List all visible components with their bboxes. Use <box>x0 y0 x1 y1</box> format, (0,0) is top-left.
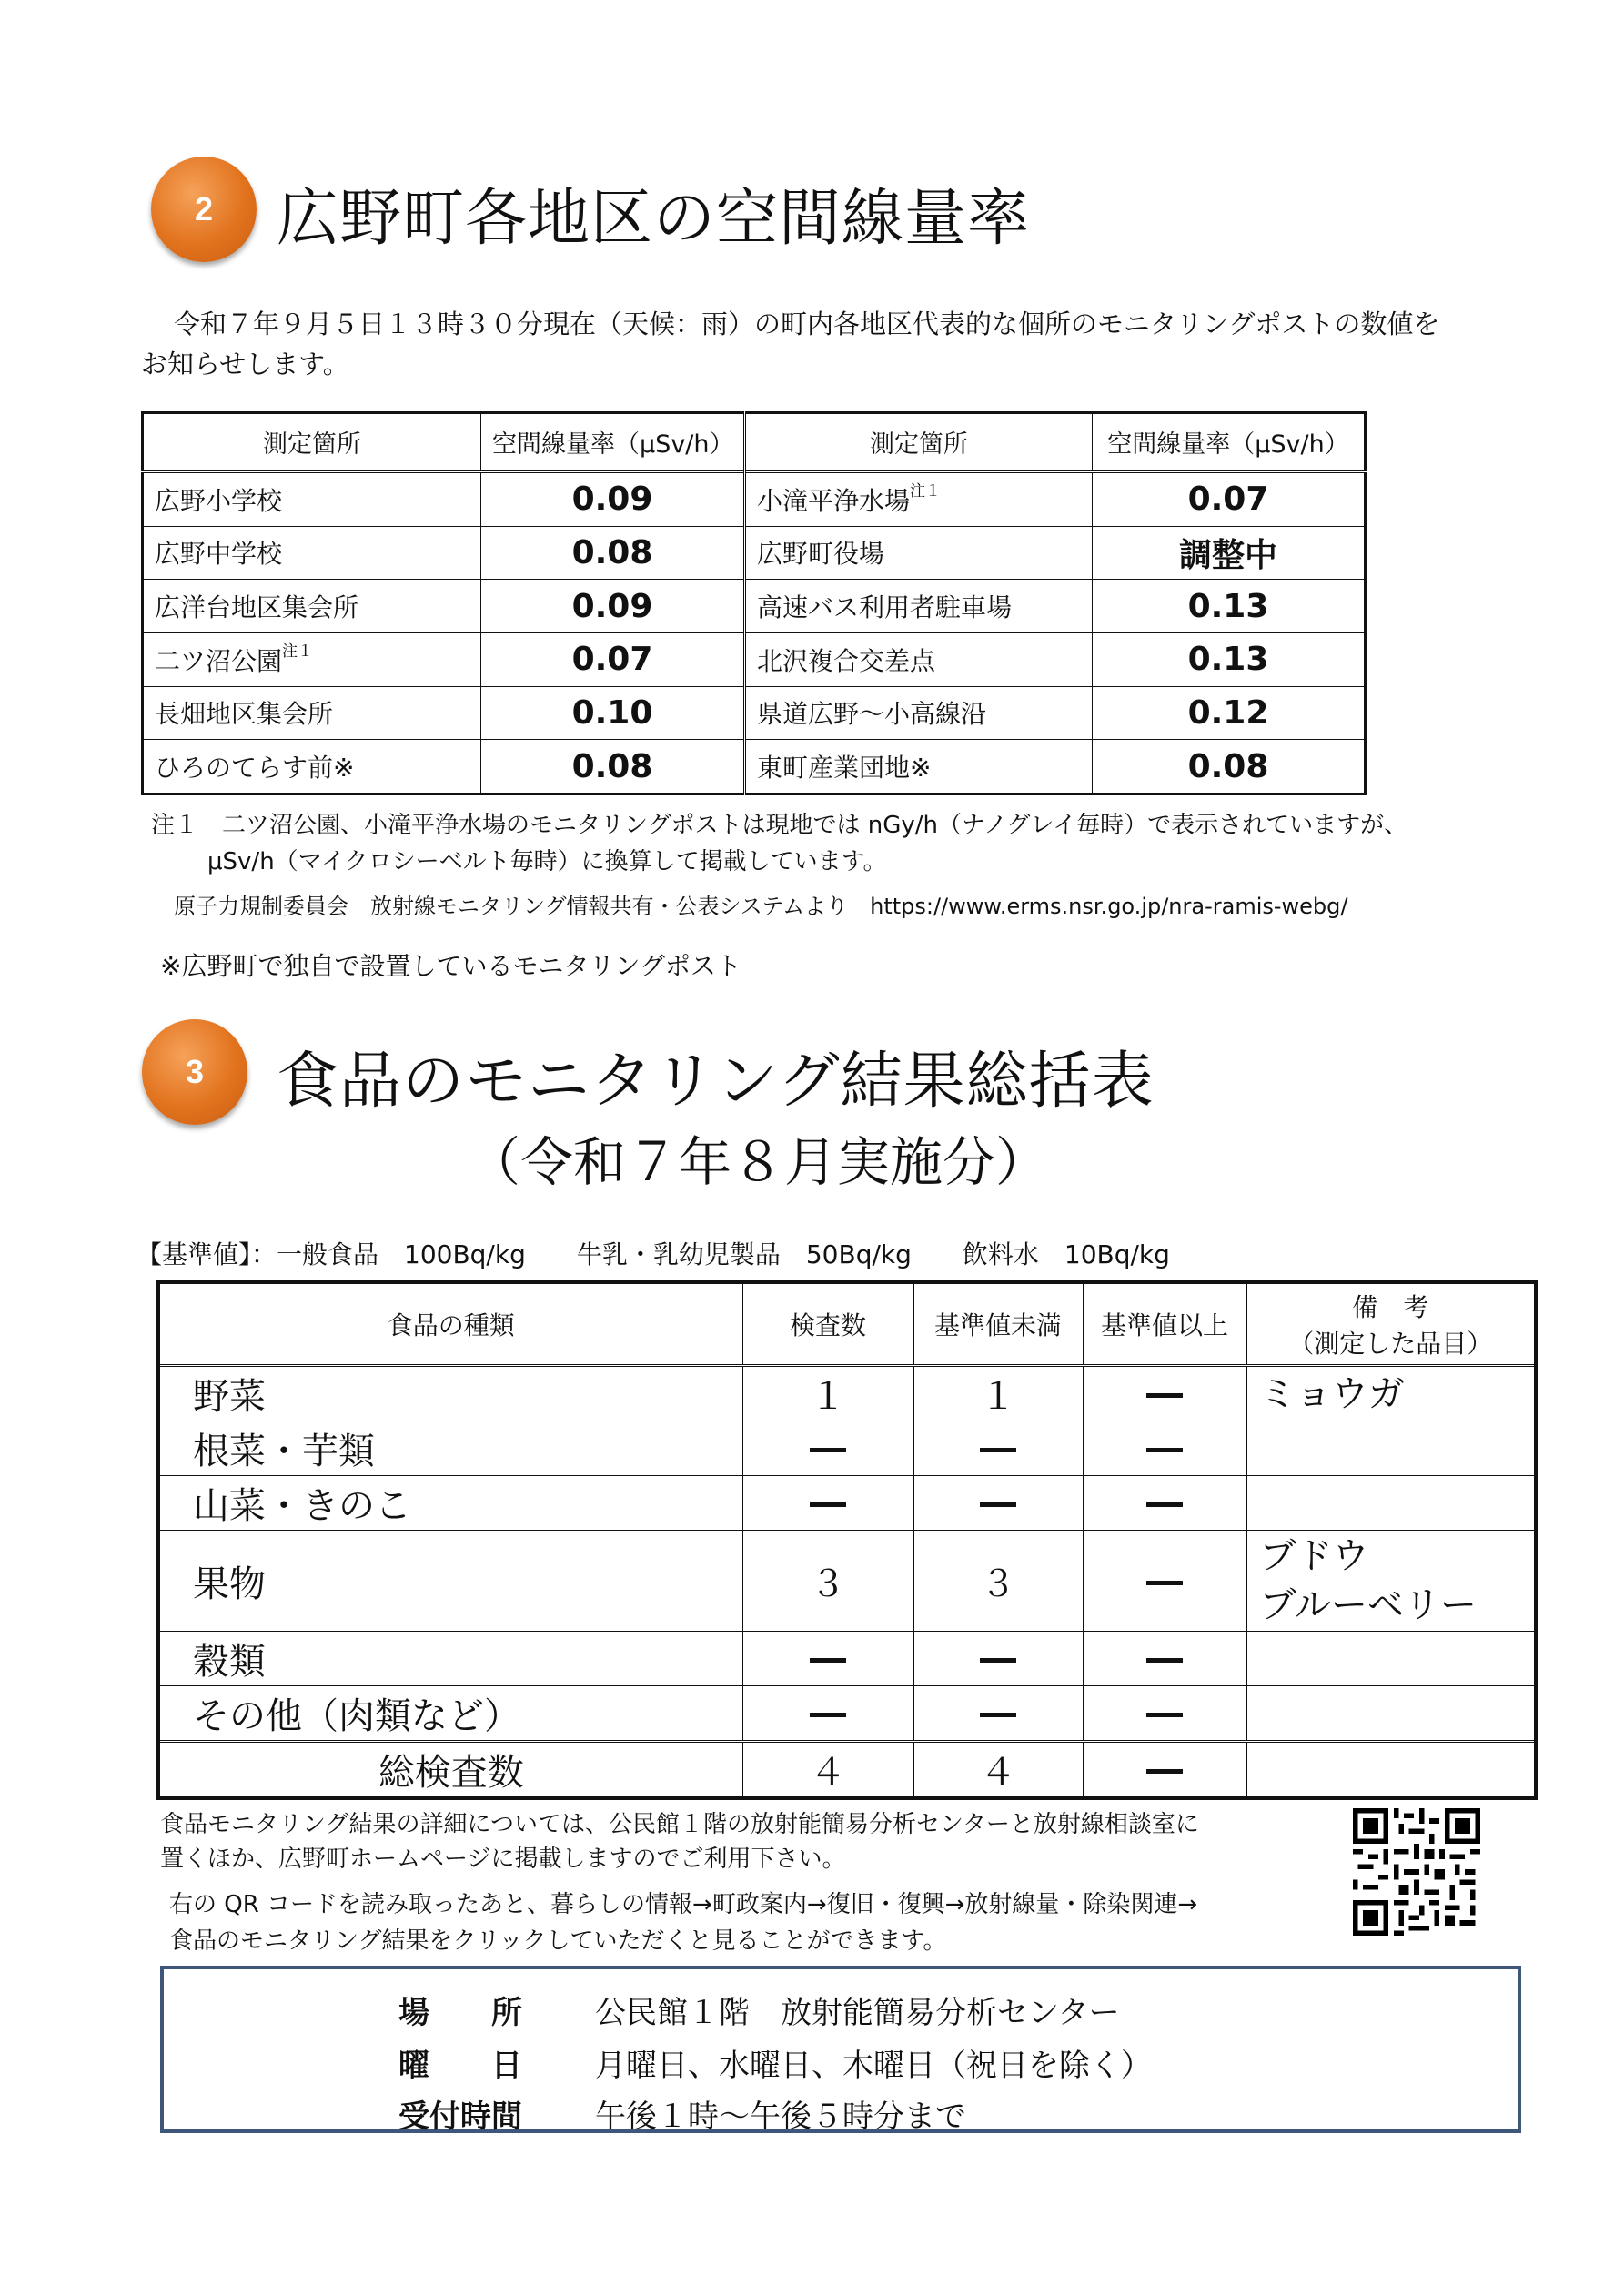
standard-values: 【基準値】：一般食品 100Bq/kg 牛乳・乳幼児製品 50Bq/kg 飲料水 10Bq/kg <box>136 1239 1170 1269</box>
dash-mark <box>1146 1713 1183 1717</box>
header-above-standard: 基準値以上 <box>1083 1282 1246 1366</box>
test-count <box>742 1421 913 1476</box>
dose-rate: 0.09 <box>481 471 745 526</box>
food-category: 山菜・きのこ <box>158 1476 742 1531</box>
header-food-type: 食品の種類 <box>158 1282 742 1366</box>
dash-mark <box>810 1448 846 1452</box>
remarks-label: 備 考 <box>1352 1292 1429 1322</box>
section-3-badge: 3 <box>142 1019 247 1125</box>
header-test-count: 検査数 <box>742 1282 913 1366</box>
tested-item: ブルーベリー <box>1259 1584 1477 1626</box>
place-name: 二ツ沼公園 <box>155 645 283 676</box>
dose-rate: 0.10 <box>481 686 745 740</box>
info-day-key: 曜 日 <box>398 2048 522 2084</box>
note-1-line-2: μSv/h（マイクロシーベルト毎時）に換算して掲載しています。 <box>207 848 887 875</box>
qr-instruction-line-1: 右の QR コードを読み取ったあと、暮らしの情報→町政案内→復旧・復興→放射線量・除染関連→ <box>169 1891 1198 1918</box>
below-count: １ <box>913 1366 1083 1421</box>
header-rate-left: 空間線量率（μSv/h） <box>481 413 745 472</box>
table-row <box>158 1632 1536 1686</box>
food-category: 果物 <box>158 1531 742 1632</box>
dose-rate: 0.08 <box>1093 740 1366 794</box>
place-footnote: 注１ <box>282 642 314 661</box>
table-row <box>158 1366 1536 1421</box>
dash-mark <box>1146 1658 1183 1663</box>
header-below-standard: 基準値未満 <box>913 1282 1083 1366</box>
dash-mark <box>810 1502 846 1507</box>
dash-mark <box>980 1448 1016 1452</box>
below-count <box>913 1632 1083 1686</box>
total-tests: ４ <box>742 1742 913 1799</box>
place-name: 長畑地区集会所 <box>155 699 334 730</box>
food-table-header <box>158 1282 1536 1366</box>
above-count <box>1083 1421 1246 1476</box>
dash-mark <box>980 1713 1016 1717</box>
above-count <box>1083 1686 1246 1742</box>
dose-rate: 0.07 <box>481 632 745 686</box>
table-row <box>158 1686 1536 1742</box>
place-name: 広洋台地区集会所 <box>155 592 359 623</box>
note-1-line-1: 注１ 二ツ沼公園、小滝平浄水場のモニタリングポストは現地では nGy/h（ナノグレイ毎時）で表示されていますが、 <box>151 812 1408 839</box>
info-box <box>160 1966 1521 2133</box>
food-category: 穀類 <box>158 1632 742 1686</box>
detail-line-1: 食品モニタリング結果の詳細については、公民館１階の放射能簡易分析センターと放射線相談室に <box>160 1811 1199 1838</box>
intro-line-1: 令和７年９月５日１３時３０分現在（天候：雨）の町内各地区代表的な個所のモニタリングポストの数値を <box>174 308 1440 339</box>
info-time-key: 受付時間 <box>398 2099 522 2135</box>
table-row <box>143 686 1366 740</box>
dash-mark <box>810 1713 846 1717</box>
test-count: １ <box>742 1366 913 1421</box>
dash-mark <box>810 1658 846 1663</box>
section-3-subtitle: （令和７年８月実施分） <box>468 1131 1049 1193</box>
table-row <box>143 471 1366 526</box>
asterisk-note: ※広野町で独自で設置しているモニタリングポスト <box>160 951 741 981</box>
dose-rate: 0.13 <box>1093 632 1366 686</box>
dose-rate: 0.07 <box>1093 471 1366 526</box>
header-place-right: 測定箇所 <box>745 413 1093 472</box>
below-count: ３ <box>913 1531 1083 1632</box>
test-count <box>742 1686 913 1742</box>
qr-code-icon[interactable] <box>1353 1808 1480 1936</box>
intro-line-2: お知らせします。 <box>141 349 349 379</box>
table-row <box>158 1421 1536 1476</box>
total-label: 総検査数 <box>158 1742 742 1799</box>
source-note: 原子力規制委員会 放射線モニタリング情報共有・公表システムより https://www.erms.nsr.go.jp/nra-ramis-webg/ <box>174 894 1348 919</box>
place-name: 東町産業団地※ <box>757 753 932 784</box>
total-row <box>158 1742 1536 1799</box>
header-place-left: 測定箇所 <box>143 413 481 472</box>
remarks-sublabel: （測定した品目） <box>1288 1329 1493 1359</box>
place-name: 広野中学校 <box>155 539 283 570</box>
test-count <box>742 1632 913 1686</box>
table-row <box>158 1476 1536 1531</box>
table-row <box>143 580 1366 633</box>
place-name: ひろのてらす前※ <box>155 753 355 784</box>
table-row <box>143 740 1366 794</box>
food-category: 野菜 <box>158 1366 742 1421</box>
section-2-badge: 2 <box>151 157 257 262</box>
tested-item: ブドウ <box>1259 1535 1369 1577</box>
section-3-title: 食品のモニタリング結果総括表 <box>277 1046 1155 1118</box>
dose-rate: 調整中 <box>1093 526 1366 580</box>
info-place-key: 場 所 <box>398 1995 522 2031</box>
table-row <box>158 1531 1536 1632</box>
place-name: 広野小学校 <box>155 485 283 516</box>
dash-mark <box>1146 1769 1183 1774</box>
dash-mark <box>980 1658 1016 1663</box>
table-row <box>143 632 1366 686</box>
total-below: ４ <box>913 1742 1083 1799</box>
table-row <box>143 526 1366 580</box>
below-count <box>913 1476 1083 1531</box>
header-rate-right: 空間線量率（μSv/h） <box>1093 413 1366 472</box>
section-2-title: 広野町各地区の空間線量率 <box>277 183 1031 255</box>
place-name: 県道広野～小高線沿 <box>757 699 987 730</box>
food-category: その他（肉類など） <box>158 1686 742 1742</box>
dose-rate: 0.08 <box>481 526 745 580</box>
food-category: 根菜・芋類 <box>158 1421 742 1476</box>
place-name: 高速バス利用者駐車場 <box>757 592 1013 623</box>
test-count <box>742 1476 913 1531</box>
dose-rate: 0.09 <box>481 580 745 633</box>
dose-rate: 0.08 <box>481 740 745 794</box>
above-count <box>1083 1632 1246 1686</box>
header-remarks <box>1246 1282 1536 1366</box>
test-count: ３ <box>742 1531 913 1632</box>
dash-mark <box>980 1502 1016 1507</box>
place-name: 小滝平浄水場 <box>757 485 911 516</box>
place-footnote: 注１ <box>910 481 942 501</box>
dose-rate: 0.13 <box>1093 580 1366 633</box>
dash-mark <box>1146 1581 1183 1585</box>
below-count <box>913 1421 1083 1476</box>
tested-item: ミョウガ <box>1259 1372 1405 1415</box>
dash-mark <box>1146 1448 1183 1452</box>
dash-mark <box>1146 1393 1183 1398</box>
below-count <box>913 1686 1083 1742</box>
radiation-table-header <box>143 413 1366 472</box>
info-day-value: 月曜日、水曜日、木曜日（祝日を除く） <box>595 2048 1152 2084</box>
radiation-table <box>141 411 1367 795</box>
dash-mark <box>1146 1502 1183 1507</box>
qr-instruction-line-2: 食品のモニタリング結果をクリックしていただくと見ることができます。 <box>169 1927 947 1955</box>
food-monitoring-table <box>156 1280 1538 1800</box>
above-count <box>1083 1531 1246 1632</box>
info-time-value: 午後１時～午後５時分まで <box>595 2099 966 2135</box>
dose-rate: 0.12 <box>1093 686 1366 740</box>
detail-line-2: 置くほか、広野町ホームページに掲載しますのでご利用下さい。 <box>160 1846 846 1873</box>
above-count <box>1083 1366 1246 1421</box>
place-name: 北沢複合交差点 <box>757 645 936 676</box>
total-above <box>1083 1742 1246 1799</box>
place-name: 広野町役場 <box>757 539 885 570</box>
above-count <box>1083 1476 1246 1531</box>
info-place-value: 公民館１階 放射能簡易分析センター <box>595 1995 1120 2031</box>
